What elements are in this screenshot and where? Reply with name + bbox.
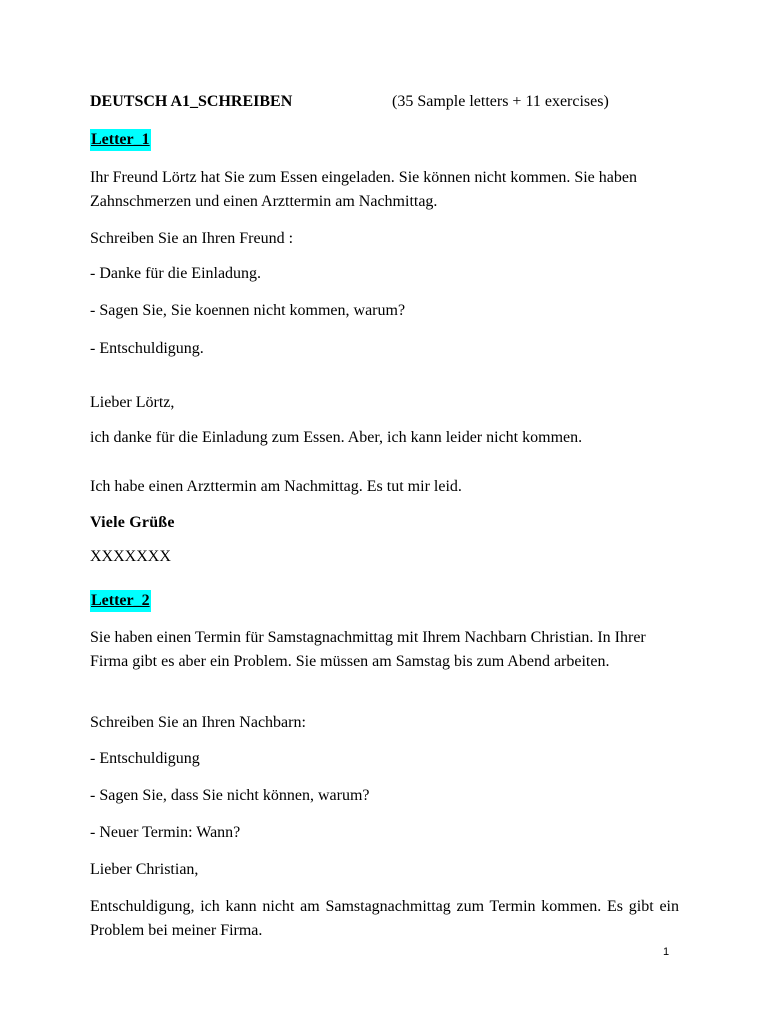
document-title: DEUTSCH A1_SCHREIBEN (90, 93, 293, 110)
letter-1-task: Ihr Freund Lörtz hat Sie zum Essen eingeladen. Sie können nicht kommen. Sie haben Zahnschmerzen und einen Arzttermin am Nachmittag. (90, 169, 637, 210)
letter-2-greeting: Lieber Christian, (90, 861, 199, 878)
letter-1-body-2: Ich habe einen Arzttermin am Nachmittag. Es tut mir leid. (90, 478, 462, 495)
letter-2-point-1: - Entschuldigung (90, 750, 200, 767)
letter-1-heading: Letter_1 (90, 129, 151, 151)
letter-2-body-1: Entschuldigung, ich kann nicht am Samstagnachmittag zum Termin kommen. Es gibt ein Problem bei meiner Firma. (90, 898, 679, 939)
letter-2-point-2: - Sagen Sie, dass Sie nicht können, warum? (90, 787, 370, 804)
letter-1-body-1: ich danke für die Einladung zum Essen. Aber, ich kann leider nicht kommen. (90, 429, 583, 446)
letter-1-signature: XXXXXXX (90, 548, 171, 565)
letter-1-point-2: - Sagen Sie, Sie koennen nicht kommen, warum? (90, 302, 406, 319)
letter-2-task: Sie haben einen Termin für Samstagnachmittag mit Ihrem Nachbarn Christian. In Ihrer Firma gibt es aber ein Problem. Sie müssen am Samstag bis zum Abend arbeiten. (90, 629, 646, 670)
letter-2-instruction: Schreiben Sie an Ihren Nachbarn: (90, 714, 306, 731)
letter-1-point-1: - Danke für die Einladung. (90, 265, 262, 282)
page-number: 1 (663, 946, 670, 958)
letter-2-heading: Letter_2 (90, 590, 151, 612)
letter-1-point-3: - Entschuldigung. (90, 340, 204, 357)
document-subtitle: (35 Sample letters + 11 exercises) (392, 93, 609, 110)
letter-1-instruction: Schreiben Sie an Ihren Freund : (90, 230, 294, 247)
letter-2-point-3: - Neuer Termin: Wann? (90, 824, 241, 841)
letter-1-greeting: Lieber Lörtz, (90, 394, 175, 411)
letter-1-closing: Viele Grüße (90, 514, 175, 531)
